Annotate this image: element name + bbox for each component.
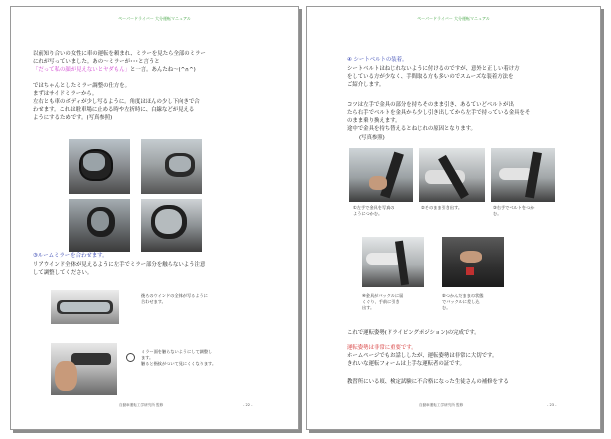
adjust-caption-1: ミラー面を触らないようにして調整し [141, 349, 213, 354]
section-3-body-2: して調整してください。 [33, 270, 93, 276]
completion-text: これで運転姿勢(ドライビングポジション)の完成です。 [347, 330, 480, 336]
right-page [306, 6, 601, 430]
seatbelt-photo-4 [362, 237, 424, 287]
side-mirror-photo-left [69, 139, 130, 194]
body-end-1: ホームページでもお話ししたが、運転姿勢は非常に大切です。 [347, 353, 498, 359]
seatbelt-photo-2 [419, 148, 485, 202]
mirror-intro-4: わせます。これは駐車場に止める時や左折時に、白線などが見える [33, 107, 195, 113]
seatbelt-photo-5 [442, 237, 504, 287]
seatbelt-photo-3 [491, 148, 555, 202]
page-footer: 自動車運転工学研究所 監修 [419, 403, 464, 407]
left-page [10, 6, 299, 430]
adjust-caption-2: ます。 [141, 355, 154, 360]
seatbelt-caption-1b: ようにつかむ。 [353, 211, 383, 216]
seatbelt-caption-5a: ⑤つかんだままの状態 [442, 293, 484, 298]
mirror-intro-5: ようにするためです。(写真参照) [33, 115, 113, 121]
seatbelt-caption-2: ②そのまま引き出す。 [421, 205, 463, 210]
page-number: - 22 - [243, 403, 253, 407]
tip-line-4: 途中で金具を持ち替えるとねじれの原因となります。 [347, 126, 476, 132]
tip-line-3: のまま乗り換えます。 [347, 118, 401, 124]
seatbelt-caption-4a: ④金具がバックルに届 [362, 293, 404, 298]
body-end-2: きれいな運転フォームは上手な運転者の証です。 [347, 361, 465, 367]
quote-line [33, 67, 196, 75]
last-line: 教習所にいる頃、検定試験に不合格になった生徒さんの補修をする [347, 379, 509, 385]
seatbelt-caption-1a: ①左手で金具を写真の [353, 205, 395, 210]
side-mirror-closeup-left [69, 199, 130, 252]
section-3-body-1: リアウインド全体が見えるように左手でミラー部分を触らないよう注意 [33, 262, 206, 268]
photo-reference: (写真参照) [359, 135, 385, 141]
mirror-intro-2: まずはサイドミラーから。 [33, 91, 98, 97]
seatbelt-caption-4b: くぐり、手前に引き [362, 299, 400, 304]
tip-line-2: たら右手でベルトを金具から少し引き出してから左手で持っている金具をそ [347, 110, 531, 116]
room-mirror-caption-2: 合わせます。 [141, 299, 166, 304]
tip-line-1: コツは左手で金具の部分を持ちそのまま引き、あるていどベルトが出 [347, 102, 514, 108]
seatbelt-caption-5b: でバックルに差し込 [442, 299, 480, 304]
page-header: ペーパードライバー 大分運転マニュアル [417, 16, 490, 21]
important-text: 運転姿勢は非常に重要です。 [347, 345, 417, 351]
seatbelt-caption-3a: ③右手でベルトをつか [493, 205, 535, 210]
seatbelt-photo-1 [349, 148, 413, 202]
side-mirror-closeup-right [141, 199, 202, 252]
side-mirror-photo-right [141, 139, 202, 194]
mirror-intro-3: 左右とも車のボディが少し写るように。角度はほんの少し下向きで合 [33, 99, 200, 105]
bullet-circle [126, 353, 135, 362]
room-mirror-caption-1: 後ろのウインドの全体が写るように [141, 293, 208, 298]
room-mirror-photo [51, 290, 119, 324]
adjust-caption-3: 触ると指紋がついて見にくくなります。 [141, 361, 217, 366]
intro-line-1: 以前知り合いの女性に車の運転を頼まれ、ミラーを見たら全部のミラー [33, 51, 206, 57]
page-footer: 自動車運転工学研究所 監修 [119, 403, 164, 407]
mirror-intro-1: ではちゃんとしたミラー調整の仕方を。 [33, 83, 131, 89]
seatbelt-caption-5c: む。 [442, 305, 451, 310]
section-4-body-2: をしている方が少なく、手間取る方も多いのでスムーズな装着方法を [347, 74, 514, 80]
section-4-body-3: ご紹介します。 [347, 82, 385, 88]
mirror-adjust-photo [51, 343, 117, 395]
seatbelt-caption-3b: む。 [493, 211, 502, 216]
section-4-body-1: シートベルトはねじれないように付けるのですが、意外と正しい着け方 [347, 66, 520, 72]
quote-after: と一言。あんたね～(^∩^) [129, 67, 196, 73]
page-number: - 23 - [547, 403, 557, 407]
quote-text: 「だって私の顔が見えないとヤダもん」 [33, 67, 130, 73]
section-4-heading: ④ シートベルトの装着。 [347, 57, 408, 63]
section-3-heading: ③ルームミラーを合わせます。 [33, 253, 108, 259]
intro-line-2: にれが写っていました。あの～ミラーが･･･と言うと [33, 59, 160, 65]
seatbelt-caption-4c: 出す。 [362, 305, 375, 310]
page-header: ペーパードライバー 大分運転マニュアル [118, 16, 191, 21]
